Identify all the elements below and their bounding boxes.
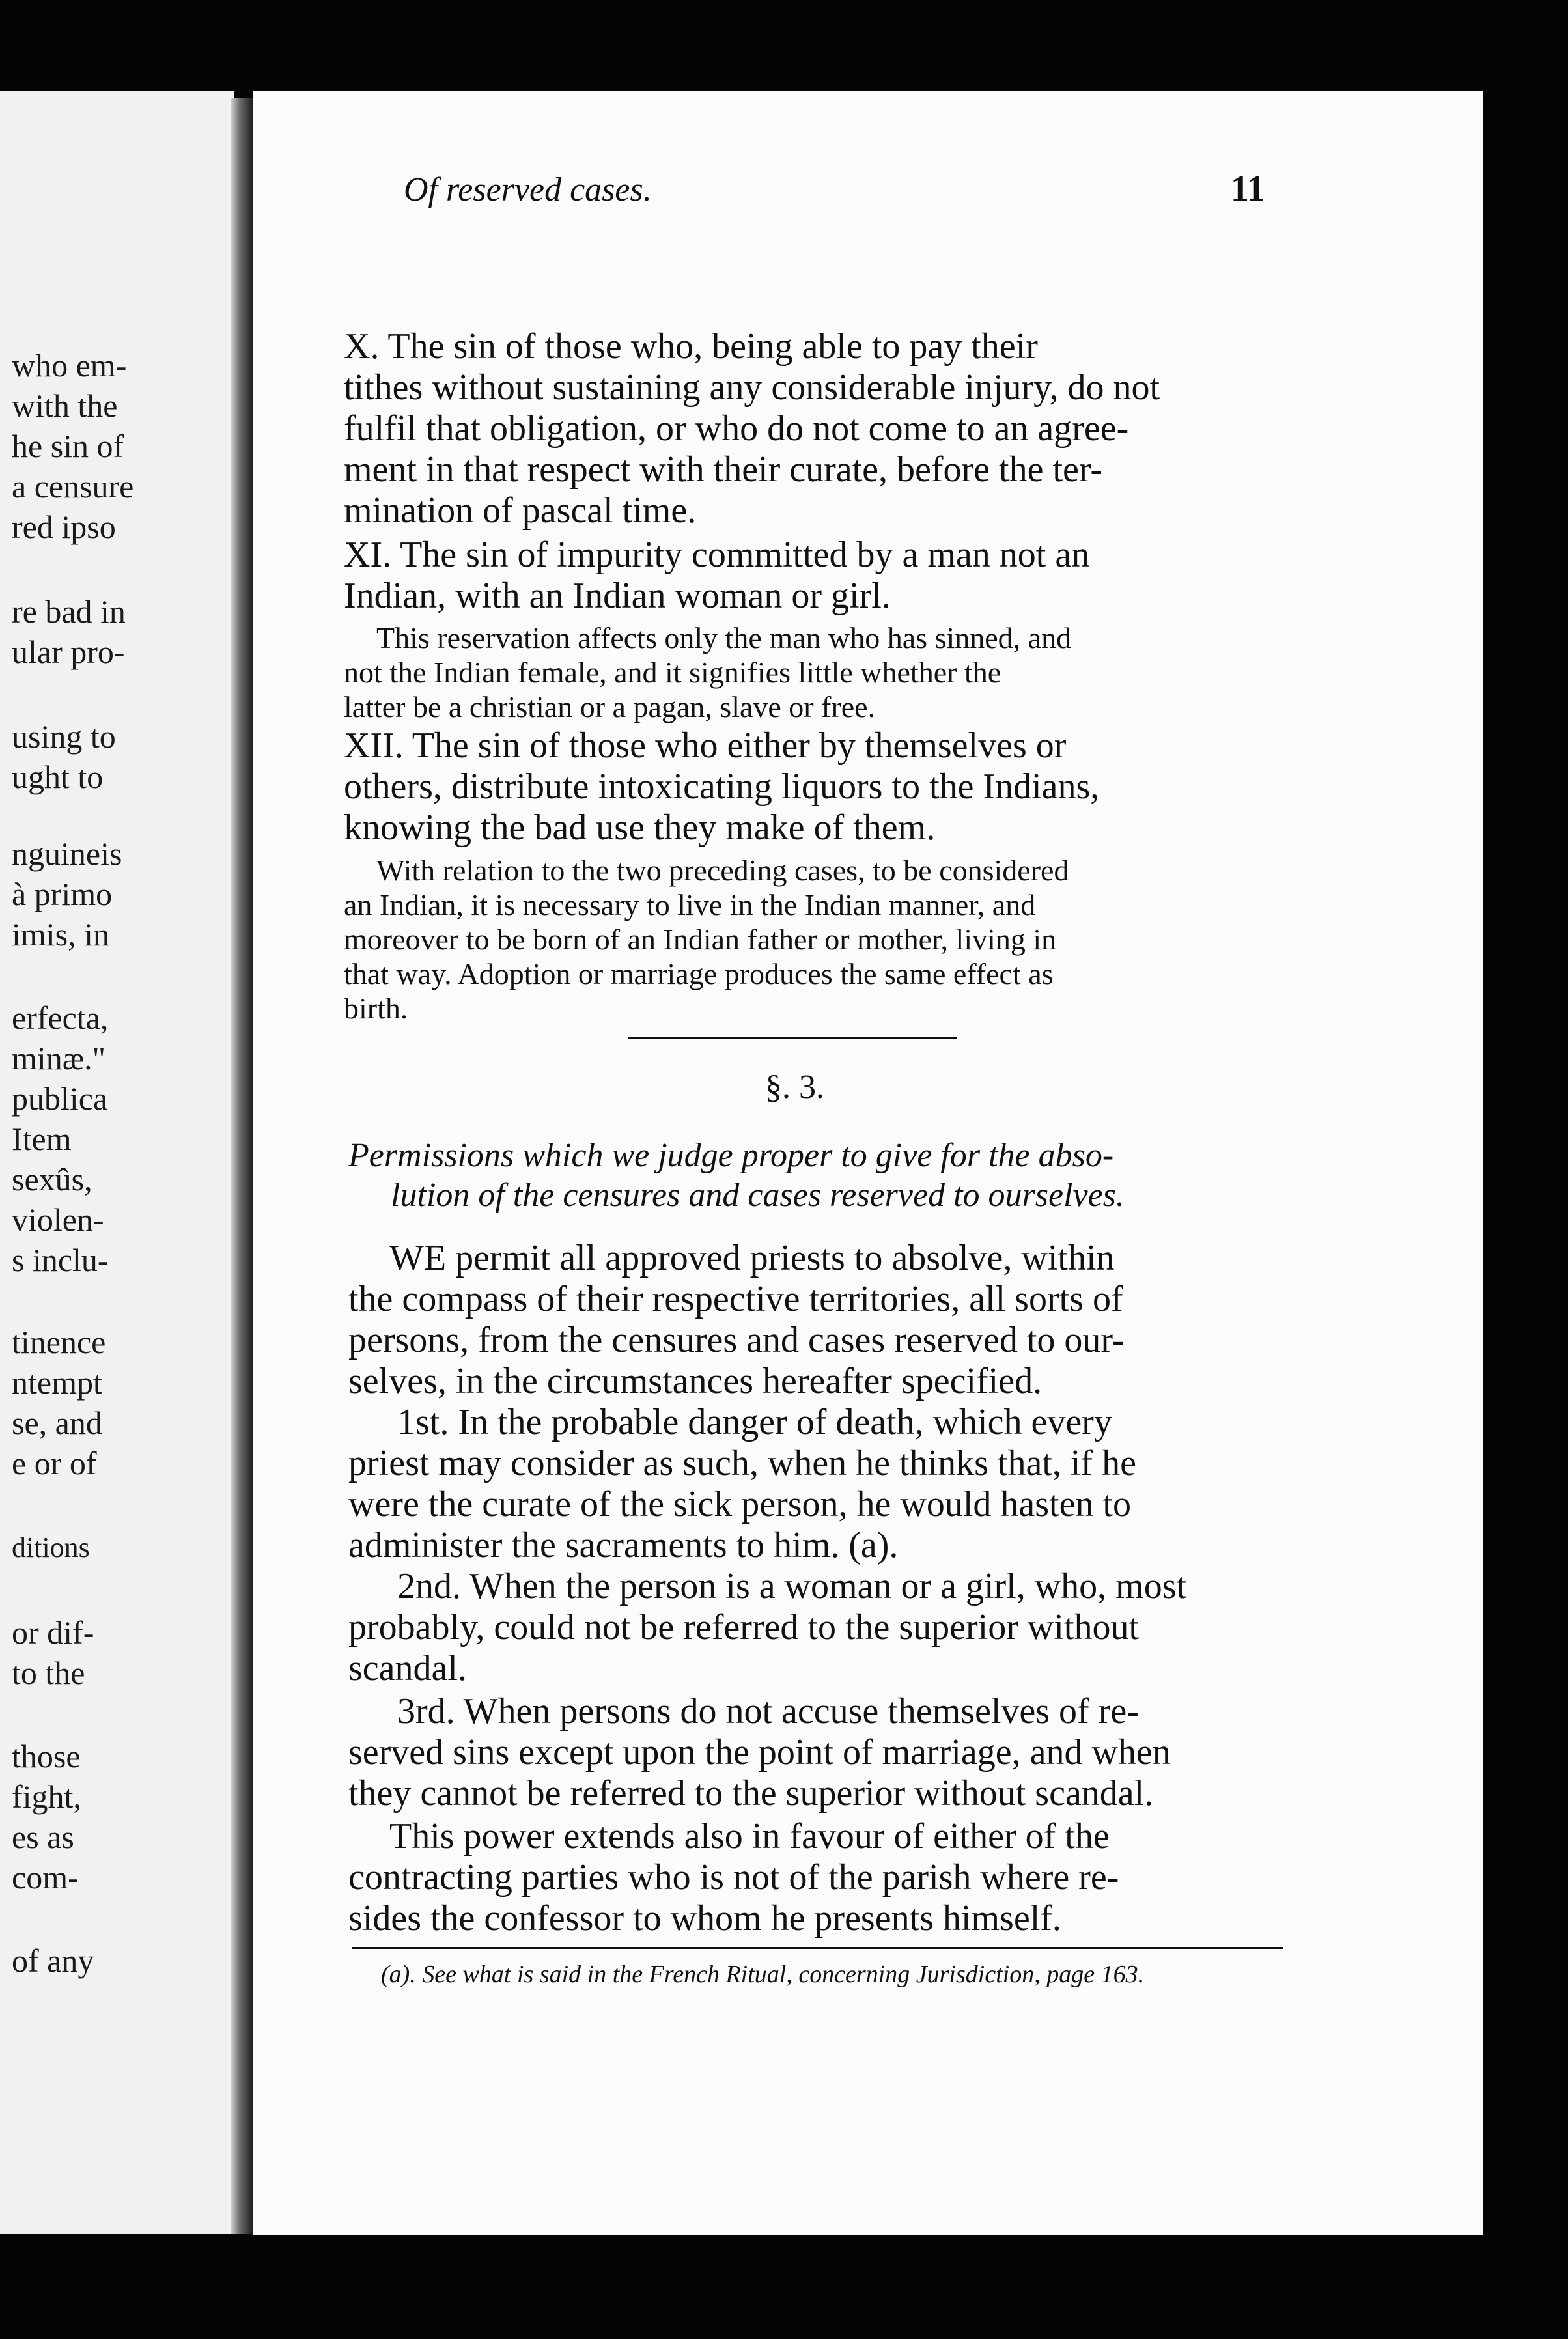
para-1st-line: were the curate of the sick person, he would hasten to <box>348 1484 1132 1524</box>
para-1st-line: 1st. In the probable danger of death, which every <box>397 1402 1112 1442</box>
para-xi-line: XI. The sin of impurity committed by a man not an <box>344 535 1090 575</box>
left-fragment: publica <box>12 1080 108 1117</box>
left-fragment: or dif- <box>12 1614 94 1651</box>
para-3rd-line: served sins except upon the point of marriage, and when <box>348 1732 1171 1772</box>
para-2nd-line: probably, could not be referred to the superior without <box>348 1607 1140 1647</box>
para-x-line: X. The sin of those who, being able to pay their <box>344 326 1038 367</box>
left-fragment: with the <box>12 387 118 424</box>
para-2nd-line: scandal. <box>348 1648 467 1688</box>
note-xii-line: that way. Adoption or marriage produces the same effect as <box>344 957 1054 990</box>
left-fragment: of any <box>12 1942 94 1979</box>
para-2nd-line: 2nd. When the person is a woman or a girl, who, most <box>397 1566 1187 1606</box>
left-fragment: those <box>12 1738 81 1774</box>
left-fragment: ditions <box>12 1532 90 1563</box>
left-fragment: s inclu- <box>12 1242 109 1278</box>
para-we-line: the compass of their respective territories, all sorts of <box>348 1279 1123 1319</box>
left-fragment: nguineis <box>12 835 122 872</box>
page-number: 11 <box>1231 169 1265 209</box>
para-xii-line: XII. The sin of those who either by themselves or <box>344 725 1067 766</box>
left-fragment: se, and <box>12 1405 102 1441</box>
para-1st-line: administer the sacraments to him. (a). <box>348 1525 899 1565</box>
left-fragment: à primo <box>12 876 113 912</box>
para-1st-line: priest may consider as such, when he thinks that, if he <box>348 1443 1136 1483</box>
left-fragment: com- <box>12 1859 79 1896</box>
left-fragment: tinence <box>12 1324 106 1360</box>
running-title: Of reserved cases. <box>404 171 652 208</box>
left-fragment: minæ." <box>12 1040 106 1076</box>
note-xi-line: This reservation affects only the man who has sinned, and <box>376 621 1072 654</box>
note-xi-line: latter be a christian or a pagan, slave or free. <box>344 690 876 723</box>
note-xii-line: an Indian, it is necessary to live in the Indian manner, and <box>344 888 1036 921</box>
left-fragment: re bad in <box>12 593 126 630</box>
section-heading-line: Permissions which we judge proper to give for the abso- <box>348 1137 1114 1174</box>
note-xii-line: birth. <box>344 992 408 1025</box>
left-fragment: ught to <box>12 759 104 795</box>
section-mark: §. 3. <box>765 1069 824 1106</box>
para-we-line: WE permit all approved priests to absolve, within <box>389 1238 1115 1278</box>
book-gutter <box>231 98 253 2234</box>
left-fragment: he sin of <box>12 428 124 464</box>
para-3rd-line: 3rd. When persons do not accuse themselves of re- <box>397 1691 1139 1731</box>
para-we-line: persons, from the censures and cases reserved to our- <box>348 1320 1125 1360</box>
note-xii-line: moreover to be born of an Indian father or mother, living in <box>344 923 1057 956</box>
left-fragment: red ipso <box>12 509 116 545</box>
left-fragment: a censure <box>12 468 134 505</box>
left-fragment: sexûs, <box>12 1161 92 1198</box>
footnote: (a). See what is said in the French Ritual, concerning Jurisdiction, page 163. <box>381 1961 1145 1988</box>
facing-page-left <box>0 91 234 2234</box>
para-xi-line: Indian, with an Indian woman or girl. <box>344 576 891 616</box>
left-fragment: using to <box>12 718 116 755</box>
para-x-line: ment in that respect with their curate, before the ter- <box>344 449 1103 490</box>
footnote-rule <box>352 1947 1283 1949</box>
note-xii-line: With relation to the two preceding cases, to be considered <box>376 854 1069 887</box>
para-x-line: fulfil that obligation, or who do not come to an agree- <box>344 408 1129 449</box>
left-fragment: fight, <box>12 1778 81 1815</box>
para-power-line: This power extends also in favour of either of the <box>389 1816 1110 1856</box>
left-fragment: ular pro- <box>12 634 125 670</box>
para-x-line: tithes without sustaining any considerable injury, do not <box>344 367 1160 408</box>
left-fragment: imis, in <box>12 916 110 953</box>
left-fragment: violen- <box>12 1201 104 1238</box>
para-xii-line: others, distribute intoxicating liquors to the Indians, <box>344 766 1100 807</box>
para-power-line: contracting parties who is not of the parish where re- <box>348 1857 1119 1898</box>
left-fragment: es as <box>12 1819 74 1855</box>
left-fragment: e or of <box>12 1445 97 1481</box>
para-xii-line: knowing the bad use they make of them. <box>344 807 936 848</box>
para-power-line: sides the confessor to whom he presents himself. <box>348 1898 1061 1939</box>
para-3rd-line: they cannot be referred to the superior without scandal. <box>348 1773 1154 1814</box>
para-x-line: mination of pascal time. <box>344 490 697 531</box>
left-fragment: Item <box>12 1121 72 1157</box>
para-we-line: selves, in the circumstances hereafter specified. <box>348 1361 1043 1401</box>
section-divider <box>628 1037 957 1039</box>
left-fragment: who em- <box>12 347 127 384</box>
section-heading-line: lution of the censures and cases reserved to ourselves. <box>391 1177 1125 1214</box>
note-xi-line: not the Indian female, and it signifies little whether the <box>344 656 1001 689</box>
left-fragment: ntempt <box>12 1364 102 1401</box>
left-fragment: erfecta, <box>12 1000 109 1036</box>
left-fragment: to the <box>12 1655 85 1691</box>
